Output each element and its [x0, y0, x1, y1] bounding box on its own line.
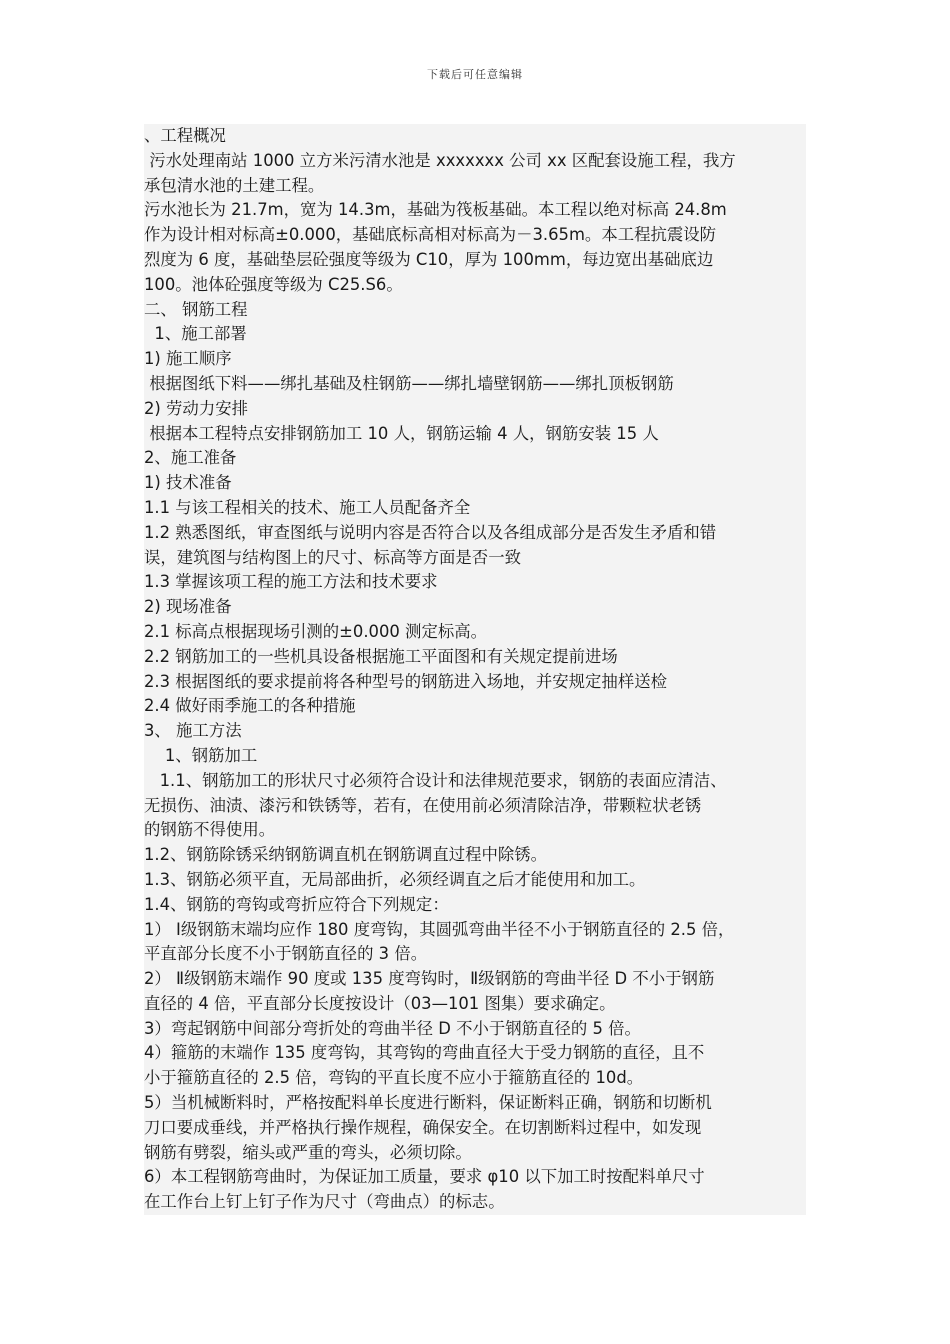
text-line: 1.1 与该工程相关的技术、施工人员配备齐全 — [144, 496, 806, 521]
text-line: 钢筋有劈裂，缩头或严重的弯头，必须切除。 — [144, 1141, 806, 1166]
page-header: 下载后可任意编辑 — [427, 68, 523, 81]
text-line: 2、施工准备 — [144, 446, 806, 471]
text-line: 1.3、钢筋必须平直，无局部曲折，必须经调直之后才能使用和加工。 — [144, 868, 806, 893]
text-line: 2.1 标高点根据现场引测的±0.000 测定标高。 — [144, 620, 806, 645]
text-line: 2.4 做好雨季施工的各种措施 — [144, 694, 806, 719]
text-line: 1) 技术准备 — [144, 471, 806, 496]
text-line: 、工程概况 — [144, 124, 806, 149]
text-line: 污水处理南站 1000 立方米污清水池是 xxxxxxx 公司 xx 区配套设施工程，我方 — [144, 149, 806, 174]
text-line: 平直部分长度不小于钢筋直径的 3 倍。 — [144, 942, 806, 967]
text-line: 的钢筋不得使用。 — [144, 818, 806, 843]
document-body — [144, 124, 806, 1215]
text-line: 2） Ⅱ级钢筋末端作 90 度或 135 度弯钩时，Ⅱ级钢筋的弯曲半径 D 不小于钢筋 — [144, 967, 806, 992]
text-line: 承包清水池的土建工程。 — [144, 174, 806, 199]
text-line: 2) 劳动力安排 — [144, 397, 806, 422]
text-line: 1） Ⅰ级钢筋末端均应作 180 度弯钩，其圆弧弯曲半径不小于钢筋直径的 2.5 倍， — [144, 918, 806, 943]
text-line: 误，建筑图与结构图上的尺寸、标高等方面是否一致 — [144, 546, 806, 571]
text-line: 刀口要成垂线，并严格执行操作规程，确保安全。在切割断料过程中，如发现 — [144, 1116, 806, 1141]
text-line: 2.3 根据图纸的要求提前将各种型号的钢筋进入场地，并安规定抽样送检 — [144, 670, 806, 695]
text-line: 4）箍筋的末端作 135 度弯钩，其弯钩的弯曲直径大于受力钢筋的直径，且不 — [144, 1041, 806, 1066]
text-line: 5）当机械断料时，严格按配料单长度进行断料，保证断料正确，钢筋和切断机 — [144, 1091, 806, 1116]
text-line: 1、施工部署 — [144, 322, 806, 347]
text-line: 1.4、钢筋的弯钩或弯折应符合下列规定： — [144, 893, 806, 918]
text-line: 无损伤、油渍、漆污和铁锈等，若有，在使用前必须清除洁净，带颗粒状老锈 — [144, 794, 806, 819]
text-line: 作为设计相对标高±0.000，基础底标高相对标高为－3.65m。本工程抗震设防 — [144, 223, 806, 248]
text-line: 100。池体砼强度等级为 C25.S6。 — [144, 273, 806, 298]
text-line: 1.2、钢筋除锈采纳钢筋调直机在钢筋调直过程中除锈。 — [144, 843, 806, 868]
text-line: 根据图纸下料——绑扎基础及柱钢筋——绑扎墙壁钢筋——绑扎顶板钢筋 — [144, 372, 806, 397]
text-line: 1、钢筋加工 — [144, 744, 806, 769]
text-line: 烈度为 6 度，基础垫层砼强度等级为 C10，厚为 100mm，每边宽出基础底边 — [144, 248, 806, 273]
text-line: 1.3 掌握该项工程的施工方法和技术要求 — [144, 570, 806, 595]
text-line: 1) 施工顺序 — [144, 347, 806, 372]
text-line: 2) 现场准备 — [144, 595, 806, 620]
text-line: 3）弯起钢筋中间部分弯折处的弯曲半径 D 不小于钢筋直径的 5 倍。 — [144, 1017, 806, 1042]
text-line: 2.2 钢筋加工的一些机具设备根据施工平面图和有关规定提前进场 — [144, 645, 806, 670]
text-line: 1.2 熟悉图纸，审查图纸与说明内容是否符合以及各组成部分是否发生矛盾和错 — [144, 521, 806, 546]
text-line: 根据本工程特点安排钢筋加工 10 人，钢筋运输 4 人，钢筋安装 15 人 — [144, 422, 806, 447]
text-line: 二、 钢筋工程 — [144, 298, 806, 323]
text-line: 在工作台上钉上钉子作为尺寸（弯曲点）的标志。 — [144, 1190, 806, 1215]
text-line: 1.1、钢筋加工的形状尺寸必须符合设计和法律规范要求，钢筋的表面应清洁、 — [144, 769, 806, 794]
text-line: 污水池长为 21.7m，宽为 14.3m，基础为筏板基础。本工程以绝对标高 24.8m — [144, 198, 806, 223]
text-line: 小于箍筋直径的 2.5 倍，弯钩的平直长度不应小于箍筋直径的 10d。 — [144, 1066, 806, 1091]
text-line: 6）本工程钢筋弯曲时，为保证加工质量，要求 φ10 以下加工时按配料单尺寸 — [144, 1165, 806, 1190]
text-line: 直径的 4 倍，平直部分长度按设计（03—101 图集）要求确定。 — [144, 992, 806, 1017]
text-line: 3、 施工方法 — [144, 719, 806, 744]
